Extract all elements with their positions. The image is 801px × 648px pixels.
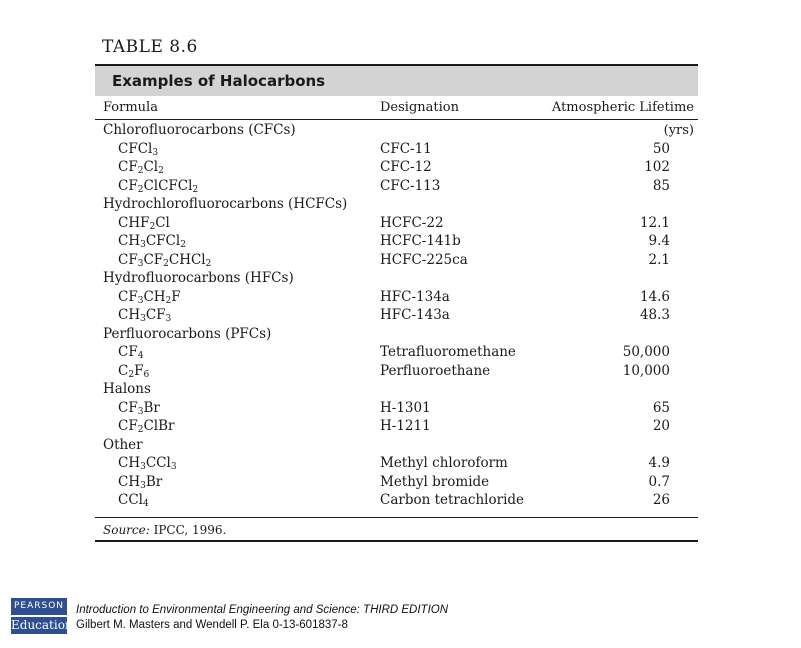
lifetime-cell: 0.7 [648, 473, 670, 490]
group-heading: Other [103, 436, 143, 453]
source-label: Source: [103, 522, 150, 537]
lifetime-cell: 4.9 [648, 455, 670, 471]
group-heading: Halons [103, 381, 151, 397]
table-caption: Examples of Halocarbons [95, 64, 698, 96]
group-heading: Hydrochlorofluorocarbons (HCFCs) [103, 196, 348, 212]
halocarbons-table [95, 36, 698, 542]
formula-cell: $C_2F_6$ [118, 362, 150, 380]
lifetime-cell: 65 [652, 399, 670, 416]
table-row [95, 140, 698, 159]
formula-cell: $CH_3Br$ [118, 473, 163, 491]
designation-cell: H-1211 [380, 418, 431, 434]
formula-cell: $CH_3CFCl_2$ [118, 233, 186, 250]
designation-cell: H-1301 [380, 399, 431, 416]
formula-cell: $CH_3CCl_3$ [118, 455, 177, 472]
designation-cell: CFC-113 [380, 177, 441, 194]
designation-cell: HCFC-22 [380, 214, 444, 231]
table-bottom-rule [95, 540, 698, 542]
formula-cell: $CH_3CF_3$ [118, 307, 172, 324]
designation-cell: CFC-11 [380, 140, 432, 157]
column-header-formula: Formula [103, 100, 158, 115]
logo-subtitle: Education [11, 618, 73, 632]
designation-cell: Carbon tetrachloride [380, 492, 525, 508]
book-credit [76, 603, 448, 633]
lifetime-cell: 48.3 [639, 307, 670, 323]
table-row [95, 214, 698, 233]
table-row [95, 417, 698, 436]
table-row [95, 454, 698, 473]
table-row [95, 251, 698, 270]
formula-cell: CFCl$_3$ [118, 140, 159, 158]
designation-cell: Methyl chloroform [380, 455, 508, 471]
book-authors: Gilbert M. Masters and Wendell P. Ela 0-13-601837-8 [76, 619, 348, 631]
formula-cell: $CF_3CF_2CHCl_2$ [118, 251, 212, 269]
lifetime-cell: 9.4 [648, 233, 670, 249]
column-header-lifetime: Atmospheric Lifetime (yrs) [551, 100, 694, 138]
group-heading: Perfluorocarbons (PFCs) [103, 325, 272, 342]
formula-cell: $CF_4$ [118, 344, 144, 361]
designation-cell: Tetrafluoromethane [380, 344, 516, 360]
table-row [95, 343, 698, 362]
table-row [95, 399, 698, 418]
formula-cell: $CF_3CH_2F$ [118, 288, 181, 306]
formula-cell: $CF_3Br$ [118, 399, 160, 417]
lifetime-cell: 26 [652, 492, 670, 508]
group-heading: Chlorofluorocarbons (CFCs) [103, 122, 296, 138]
table-row [95, 232, 698, 251]
table-row [95, 473, 698, 492]
source-divider [95, 517, 698, 518]
designation-cell: HCFC-141b [380, 233, 461, 249]
lifetime-cell: 50 [652, 140, 670, 157]
table-row [95, 362, 698, 381]
formula-cell: CCl$_4$ [118, 492, 149, 509]
lifetime-cell: 50,000 [622, 344, 670, 360]
lifetime-cell: 14.6 [639, 288, 670, 305]
formula-cell: $CF_2ClBr$ [118, 418, 175, 435]
table-source [95, 520, 698, 540]
source-text: IPCC, 1996. [153, 522, 227, 537]
lifetime-cell: 102 [644, 159, 670, 175]
lifetime-cell: 12.1 [639, 214, 670, 231]
table-row [95, 491, 698, 510]
table-number: TABLE 8.6 [102, 37, 198, 57]
table-row [95, 306, 698, 325]
designation-cell: HFC-143a [380, 307, 450, 323]
book-title: Introduction to Environmental Engineering and Science: THIRD EDITION [76, 604, 449, 616]
table-row [95, 158, 698, 177]
pearson-logo [11, 598, 73, 634]
formula-cell: $CF_2Cl_2$ [118, 159, 164, 176]
designation-cell: Perfluoroethane [380, 362, 491, 379]
formula-cell: $CHF_2Cl$ [118, 214, 170, 232]
formula-cell: $CF_2ClCFCl_2$ [118, 177, 199, 195]
lifetime-cell: 10,000 [622, 362, 670, 379]
designation-cell: CFC-12 [380, 159, 432, 175]
designation-cell: HCFC-225ca [380, 251, 468, 268]
lifetime-cell: 85 [652, 177, 670, 194]
column-header-designation: Designation [380, 100, 459, 115]
table-body [95, 120, 698, 510]
designation-cell: Methyl bromide [380, 473, 490, 490]
logo-wordmark: PEARSON [11, 598, 67, 615]
table-row [95, 177, 698, 196]
designation-cell: HFC-134a [380, 288, 450, 305]
group-heading: Hydrofluorocarbons (HFCs) [103, 270, 294, 286]
lifetime-cell: 20 [652, 418, 670, 434]
lifetime-cell: 2.1 [648, 251, 670, 268]
table-row [95, 288, 698, 307]
